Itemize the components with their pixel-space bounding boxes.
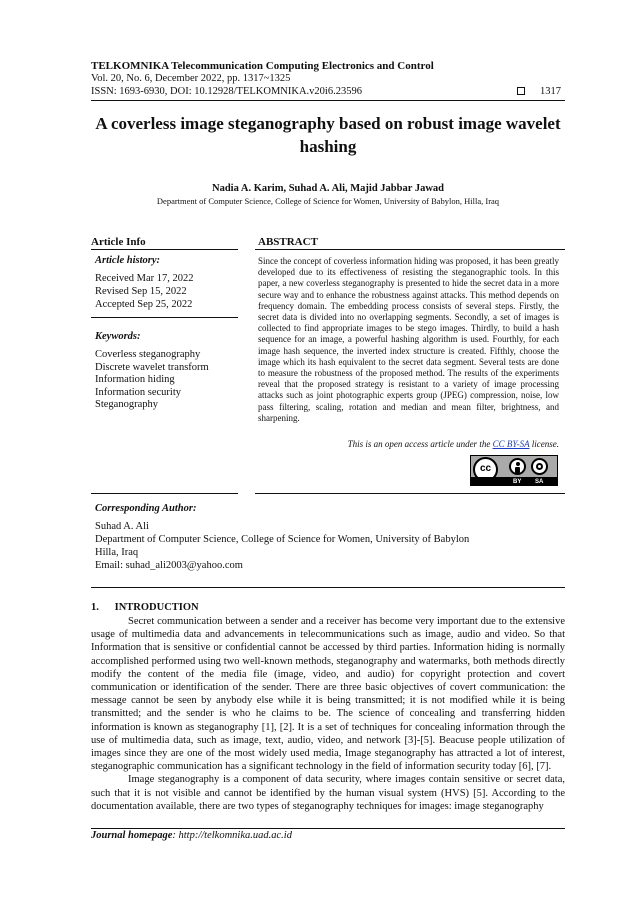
keyword: Steganography: [95, 399, 158, 410]
introduction-paragraph: Image steganography is a component of data security, where images contain sensitive or secret data, such that it is not visible and cannot be identified by the human visual system (HVS) [5]. According to the documentation available, there are two types of steganography techniques for images: image steganography: [91, 774, 565, 812]
license-statement: [258, 439, 559, 449]
homepage-url[interactable]: : http://telkomnika.uad.ac.id: [172, 830, 292, 841]
license-link[interactable]: CC BY-SA: [492, 439, 530, 449]
keyword: Coverless steganography: [95, 349, 201, 360]
page-number: 1317: [540, 86, 561, 97]
corresponding-rule: [91, 587, 565, 588]
abstract-rule: [255, 249, 565, 250]
introduction-paragraph: Secret communication between a sender and a receiver has become very important due to the extensive usage of multimedia data and advancements in telecommunications such as image, audio and video. So that Information that is sensitive or confidential cannot be accessed by third parties. Information hiding is normally accomplished performed using two well-known methods, steganography and watermarks, both methods directly modify the content of the media file (image, video, and audio) for copyright protection and covert communication or identification of the sender. There are three basic objectives of covert communication: the message cannot be seen by anybody else while it is being transmitted; it is not modified while it is being transmitted; and the sender is who he claims to be. The science of concealing and transferring hidden information is known as steganography [1], [2]. It is a set of techniques for concealing information through the use of multimedia data, such as image, text, audio, video, and network [3]-[5]. Beacuse people utilization of images since they are one of the most widely used media, Image steganography has attracted a lot of interest, steganographic communication has a significant technology in the field of information security today [6], [7].: [91, 616, 565, 773]
authors: Nadia A. Karim, Suhad A. Ali, Majid Jabbar Jawad: [211, 183, 445, 194]
license-suffix: license.: [529, 439, 559, 449]
license-prefix: This is an open access article under the: [347, 439, 493, 449]
corresponding-heading: Corresponding Author:: [95, 503, 197, 514]
abstract-text: Since the concept of coverless information hiding was proposed, it has been greatly developed due to its effectiveness of resisting the steganographic tools. In this paper, a new coverless steganography is presented to hide the secret data in a more secure way and to enhance the robustness against attacks. This method depends on frequency domain. The embedding process consists of several steps. Firstly, the secret data is divided into no overlapping segments. Secondly, a set of images is collected to find appropriate images to be stego images. Thirdly, to build a hash sequence for an image, a powerful hashing algorithm is used. Fourthly, for each image hash sequence, the inverted index structure is created. Fifthly, choose the image which its hash equivalent to the secret data segment. Several tests are done to measure the robustness of the proposed method. The results of the experiments reveal that the proposed strategy is resistant to a variety of image processing attacks such as joint photographic experts group (JPEG) compression, noise, low pass filtering, scaling, rotation and median and mean filter, brightness, and sharpening.: [258, 256, 559, 423]
corresponding-name: Suhad A. Ali: [95, 521, 149, 532]
corresponding-email: Email: suhad_ali2003@yahoo.com: [95, 560, 243, 571]
cc-by-sa-badge[interactable]: [470, 455, 558, 486]
history-heading: Article history:: [95, 255, 161, 266]
homepage-label: Journal homepage: [91, 830, 173, 841]
square-icon: [517, 87, 525, 95]
keyword: Information hiding: [95, 374, 175, 385]
attribution-person-icon: [509, 458, 526, 475]
corresponding-city: Hilla, Iraq: [95, 547, 139, 558]
paper-title: A coverless image steganography based on robust image wavelet hashing: [95, 114, 561, 156]
history-received: Received Mar 17, 2022: [95, 273, 194, 284]
cc-icon: cc: [473, 457, 498, 482]
keyword: Discrete wavelet transform: [95, 361, 209, 373]
keywords-heading: Keywords:: [95, 331, 141, 342]
journal-homepage: [91, 830, 292, 841]
abstract-bottom-rule: [255, 493, 565, 494]
issn-doi: ISSN: 1693-6930, DOI: 10.12928/TELKOMNIKA.v20i6.23596: [91, 86, 362, 97]
article-info-heading: Article Info: [91, 236, 146, 248]
badge-sa-label: SA: [535, 479, 544, 485]
badge-by-label: BY: [513, 479, 522, 485]
history-list: [95, 272, 194, 311]
corresponding-details: [95, 520, 469, 572]
corresponding-department: Department of Computer Science, College of Science for Women, University of Babylon: [95, 534, 470, 545]
history-rule: [91, 317, 238, 318]
introduction-body: [91, 615, 565, 813]
article-info-rule: [91, 249, 238, 250]
affiliation: Department of Computer Science, College of Science for Women, University of Babylon, Hilla, Iraq: [156, 196, 500, 206]
share-alike-icon: [531, 458, 548, 475]
abstract-heading: ABSTRACT: [258, 236, 318, 248]
keywords-list: [95, 349, 209, 412]
journal-name: TELKOMNIKA Telecommunication Computing Electronics and Control: [91, 60, 434, 72]
history-revised: Revised Sep 15, 2022: [95, 286, 187, 297]
footer-rule: [91, 828, 565, 829]
header-rule: [91, 100, 565, 101]
introduction-heading: 1. INTRODUCTION: [91, 602, 199, 613]
keywords-rule: [91, 493, 238, 494]
history-accepted: Accepted Sep 25, 2022: [95, 299, 193, 310]
keyword: Information security: [95, 386, 182, 398]
volume-info: Vol. 20, No. 6, December 2022, pp. 1317~1325: [91, 73, 291, 84]
